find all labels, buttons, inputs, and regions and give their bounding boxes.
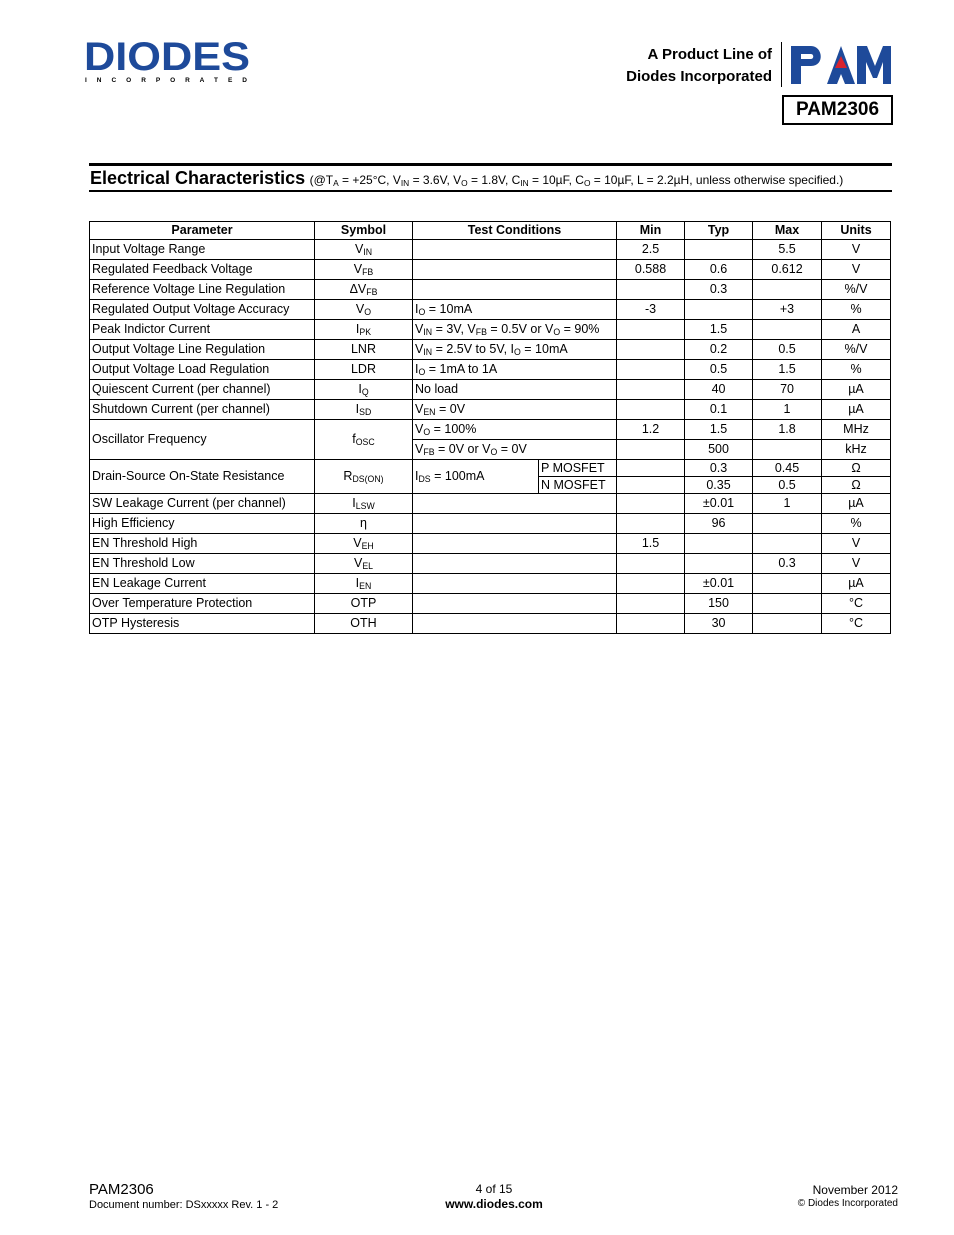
- footer-part-number: PAM2306: [89, 1181, 154, 1198]
- cell-min: [617, 554, 685, 574]
- cell-typ: 30: [685, 614, 753, 634]
- cell-unit: %/V: [822, 280, 891, 300]
- table-row: [90, 320, 891, 340]
- cell-condition: [413, 494, 617, 514]
- cell-min: [617, 477, 685, 494]
- cell-max: [753, 514, 822, 534]
- cell-unit: %: [822, 360, 891, 380]
- part-number-badge: PAM2306: [782, 95, 893, 125]
- cell-parameter: Input Voltage Range: [90, 240, 315, 260]
- cell-min: [617, 320, 685, 340]
- cell-condition: [413, 514, 617, 534]
- cell-mosfet-type: N MOSFET: [539, 477, 617, 494]
- cell-max: [753, 614, 822, 634]
- cell-min: [617, 494, 685, 514]
- cell-symbol: $I_{EN}$: [315, 574, 413, 594]
- footer-website-link[interactable]: www.diodes.com: [445, 1197, 543, 1211]
- table-row: [90, 280, 891, 300]
- cell-typ: 0.35: [685, 477, 753, 494]
- cell-condition: $I_O = 1mA$ to 1A: [413, 360, 617, 380]
- table-row: [90, 534, 891, 554]
- cell-parameter: Peak Indictor Current: [90, 320, 315, 340]
- cell-typ: 40: [685, 380, 753, 400]
- table-row: [90, 460, 891, 477]
- cell-min: [617, 614, 685, 634]
- cell-unit: V: [822, 260, 891, 280]
- table-header-row: [90, 222, 891, 240]
- table-row: [90, 574, 891, 594]
- cell-min: [617, 594, 685, 614]
- cell-symbol: $f_{OSC}$: [315, 420, 413, 460]
- cell-typ: 1.5: [685, 320, 753, 340]
- cell-typ: 96: [685, 514, 753, 534]
- cell-min: [617, 514, 685, 534]
- table-row: [90, 300, 891, 320]
- cell-condition: [413, 240, 617, 260]
- footer-copyright: © Diodes Incorporated: [797, 1198, 898, 1209]
- cell-symbol: LDR: [315, 360, 413, 380]
- cell-parameter: Regulated Output Voltage Accuracy: [90, 300, 315, 320]
- cell-unit: Ω: [822, 460, 891, 477]
- cell-condition: No load: [413, 380, 617, 400]
- cell-symbol: $\Delta V_{FB}$: [315, 280, 413, 300]
- cell-symbol: $V_{IN}$: [315, 240, 413, 260]
- cell-typ: 150: [685, 594, 753, 614]
- cell-max: [753, 594, 822, 614]
- cell-unit: %: [822, 300, 891, 320]
- cell-condition: $V_{FB} = 0V$ or $V_O = 0V$: [413, 440, 617, 460]
- cell-symbol: $V_O$: [315, 300, 413, 320]
- section-title-text: Electrical Characteristics: [90, 168, 306, 188]
- cell-min: [617, 380, 685, 400]
- cell-min: [617, 400, 685, 420]
- cell-condition: [413, 260, 617, 280]
- cell-min: 0.588: [617, 260, 685, 280]
- cell-symbol: η: [315, 514, 413, 534]
- cell-parameter: EN Threshold High: [90, 534, 315, 554]
- cell-condition: $V_O = 100\%$: [413, 420, 617, 440]
- pam-logo: [789, 42, 893, 86]
- diodes-logo: [84, 38, 256, 84]
- cell-unit: µA: [822, 494, 891, 514]
- cell-condition: $V_{IN} = 3V$, $V_{FB} = 0.5V$ or $V_O = 90\%$: [413, 320, 617, 340]
- diodes-logo-text: DIODES: [84, 38, 250, 79]
- table-row: [90, 420, 891, 440]
- cell-parameter: EN Leakage Current: [90, 574, 315, 594]
- cell-parameter: Quiescent Current (per channel): [90, 380, 315, 400]
- cell-min: -3: [617, 300, 685, 320]
- cell-typ: 1.5: [685, 420, 753, 440]
- cell-max: 1: [753, 400, 822, 420]
- header-test-conditions: Test Conditions: [413, 222, 617, 240]
- cell-typ: 0.3: [685, 460, 753, 477]
- cell-min: 1.5: [617, 534, 685, 554]
- cell-unit: Ω: [822, 477, 891, 494]
- product-line-tagline: [626, 44, 772, 88]
- table-row: [90, 494, 891, 514]
- cell-typ: 0.1: [685, 400, 753, 420]
- cell-unit: %: [822, 514, 891, 534]
- cell-parameter: EN Threshold Low: [90, 554, 315, 574]
- tagline-line-2: Diodes Incorporated: [626, 68, 772, 85]
- cell-typ: 0.6: [685, 260, 753, 280]
- cell-max: 70: [753, 380, 822, 400]
- cell-mosfet-type: P MOSFET: [539, 460, 617, 477]
- header-parameter: Parameter: [90, 222, 315, 240]
- cell-parameter: Oscillator Frequency: [90, 420, 315, 460]
- table-body-a: [90, 240, 891, 420]
- cell-symbol: $V_{EL}$: [315, 554, 413, 574]
- table-row: [90, 614, 891, 634]
- cell-typ: 0.2: [685, 340, 753, 360]
- cell-unit: V: [822, 240, 891, 260]
- cell-unit: µA: [822, 400, 891, 420]
- cell-typ: 500: [685, 440, 753, 460]
- cell-min: [617, 460, 685, 477]
- cell-max: 5.5: [753, 240, 822, 260]
- table-row: [90, 594, 891, 614]
- cell-max: 0.612: [753, 260, 822, 280]
- diodes-logo-subtext: I N C O R P O R A T E D: [85, 77, 248, 84]
- cell-symbol: OTH: [315, 614, 413, 634]
- header-units: Units: [822, 222, 891, 240]
- cell-min: [617, 574, 685, 594]
- cell-parameter: Output Voltage Load Regulation: [90, 360, 315, 380]
- cell-max: 0.5: [753, 340, 822, 360]
- title-rule-bottom: [89, 190, 892, 192]
- cell-condition: [413, 614, 617, 634]
- cell-parameter: Regulated Feedback Voltage: [90, 260, 315, 280]
- cell-symbol: $R_{DS(ON)}$: [315, 460, 413, 494]
- cell-condition: $V_{EN} = 0V$: [413, 400, 617, 420]
- table-row: [90, 360, 891, 380]
- cell-min: [617, 280, 685, 300]
- cell-max: 0.5: [753, 477, 822, 494]
- cell-max: 0.3: [753, 554, 822, 574]
- footer-page-number: 4 of 15: [475, 1182, 513, 1196]
- cell-max: 0.45: [753, 460, 822, 477]
- cell-symbol: $V_{EH}$: [315, 534, 413, 554]
- cell-min: [617, 340, 685, 360]
- cell-max: [753, 574, 822, 594]
- cell-unit: µA: [822, 380, 891, 400]
- cell-parameter: Drain-Source On-State Resistance: [90, 460, 315, 494]
- cell-parameter: OTP Hysteresis: [90, 614, 315, 634]
- table-body-osc: [90, 420, 891, 460]
- cell-symbol: $I_{LSW}$: [315, 494, 413, 514]
- table-body-rds: [90, 460, 891, 494]
- cell-typ: 0.5: [685, 360, 753, 380]
- cell-parameter: Reference Voltage Line Regulation: [90, 280, 315, 300]
- cell-max: 1.5: [753, 360, 822, 380]
- cell-min: [617, 440, 685, 460]
- table-row: [90, 240, 891, 260]
- cell-condition: $I_O = 10mA$: [413, 300, 617, 320]
- cell-condition: [413, 534, 617, 554]
- cell-condition: $V_{IN} = 2.5V$ to 5V, $I_O = 10mA$: [413, 340, 617, 360]
- cell-symbol: $I_{PK}$: [315, 320, 413, 340]
- cell-condition: [413, 554, 617, 574]
- cell-condition: $I_{DS} = 100mA$: [413, 460, 539, 494]
- header-symbol: Symbol: [315, 222, 413, 240]
- cell-unit: MHz: [822, 420, 891, 440]
- tagline-line-1: A Product Line of: [647, 46, 772, 63]
- footer-document-number: Document number: DSxxxxx Rev. 1 - 2: [89, 1199, 279, 1211]
- cell-symbol: OTP: [315, 594, 413, 614]
- cell-max: 1.8: [753, 420, 822, 440]
- cell-max: [753, 440, 822, 460]
- cell-typ: ±0.01: [685, 494, 753, 514]
- cell-parameter: SW Leakage Current (per channel): [90, 494, 315, 514]
- cell-symbol: $V_{FB}$: [315, 260, 413, 280]
- cell-unit: µA: [822, 574, 891, 594]
- table-row: [90, 554, 891, 574]
- cell-unit: %/V: [822, 340, 891, 360]
- cell-typ: [685, 300, 753, 320]
- cell-typ: [685, 534, 753, 554]
- cell-unit: A: [822, 320, 891, 340]
- cell-typ: [685, 240, 753, 260]
- section-title: [90, 166, 843, 192]
- cell-symbol: $I_Q$: [315, 380, 413, 400]
- cell-max: [753, 320, 822, 340]
- cell-min: 2.5: [617, 240, 685, 260]
- header-divider: [781, 42, 782, 87]
- cell-condition: [413, 594, 617, 614]
- cell-typ: [685, 554, 753, 574]
- cell-min: [617, 360, 685, 380]
- cell-parameter: Over Temperature Protection: [90, 594, 315, 614]
- cell-max: 1: [753, 494, 822, 514]
- table-row: [90, 260, 891, 280]
- cell-unit: °C: [822, 614, 891, 634]
- electrical-characteristics-table: [89, 221, 891, 634]
- cell-parameter: Output Voltage Line Regulation: [90, 340, 315, 360]
- cell-max: +3: [753, 300, 822, 320]
- cell-typ: ±0.01: [685, 574, 753, 594]
- cell-max: [753, 534, 822, 554]
- cell-max: [753, 280, 822, 300]
- table-row: [90, 380, 891, 400]
- cell-condition: [413, 574, 617, 594]
- cell-symbol: $I_{SD}$: [315, 400, 413, 420]
- cell-unit: °C: [822, 594, 891, 614]
- table-body-b: [90, 494, 891, 634]
- cell-parameter: Shutdown Current (per channel): [90, 400, 315, 420]
- table-row: [90, 340, 891, 360]
- cell-unit: kHz: [822, 440, 891, 460]
- cell-symbol: LNR: [315, 340, 413, 360]
- table-row: [90, 514, 891, 534]
- header-typ: Typ: [685, 222, 753, 240]
- cell-condition: [413, 280, 617, 300]
- header-max: Max: [753, 222, 822, 240]
- cell-unit: V: [822, 534, 891, 554]
- cell-min: 1.2: [617, 420, 685, 440]
- cell-typ: 0.3: [685, 280, 753, 300]
- section-conditions: ($@T_A = +25^\circ C$, $V_{IN} = 3.6V$, $V_O = 1.8V$, $C_{IN} = 10\mu F$, $C_O = 10\mu F$, L = 2.2µH, unless otherwise specified.): [309, 173, 844, 188]
- cell-unit: V: [822, 554, 891, 574]
- cell-parameter: High Efficiency: [90, 514, 315, 534]
- table-row: [90, 400, 891, 420]
- header-min: Min: [617, 222, 685, 240]
- footer-date: November 2012: [812, 1183, 898, 1197]
